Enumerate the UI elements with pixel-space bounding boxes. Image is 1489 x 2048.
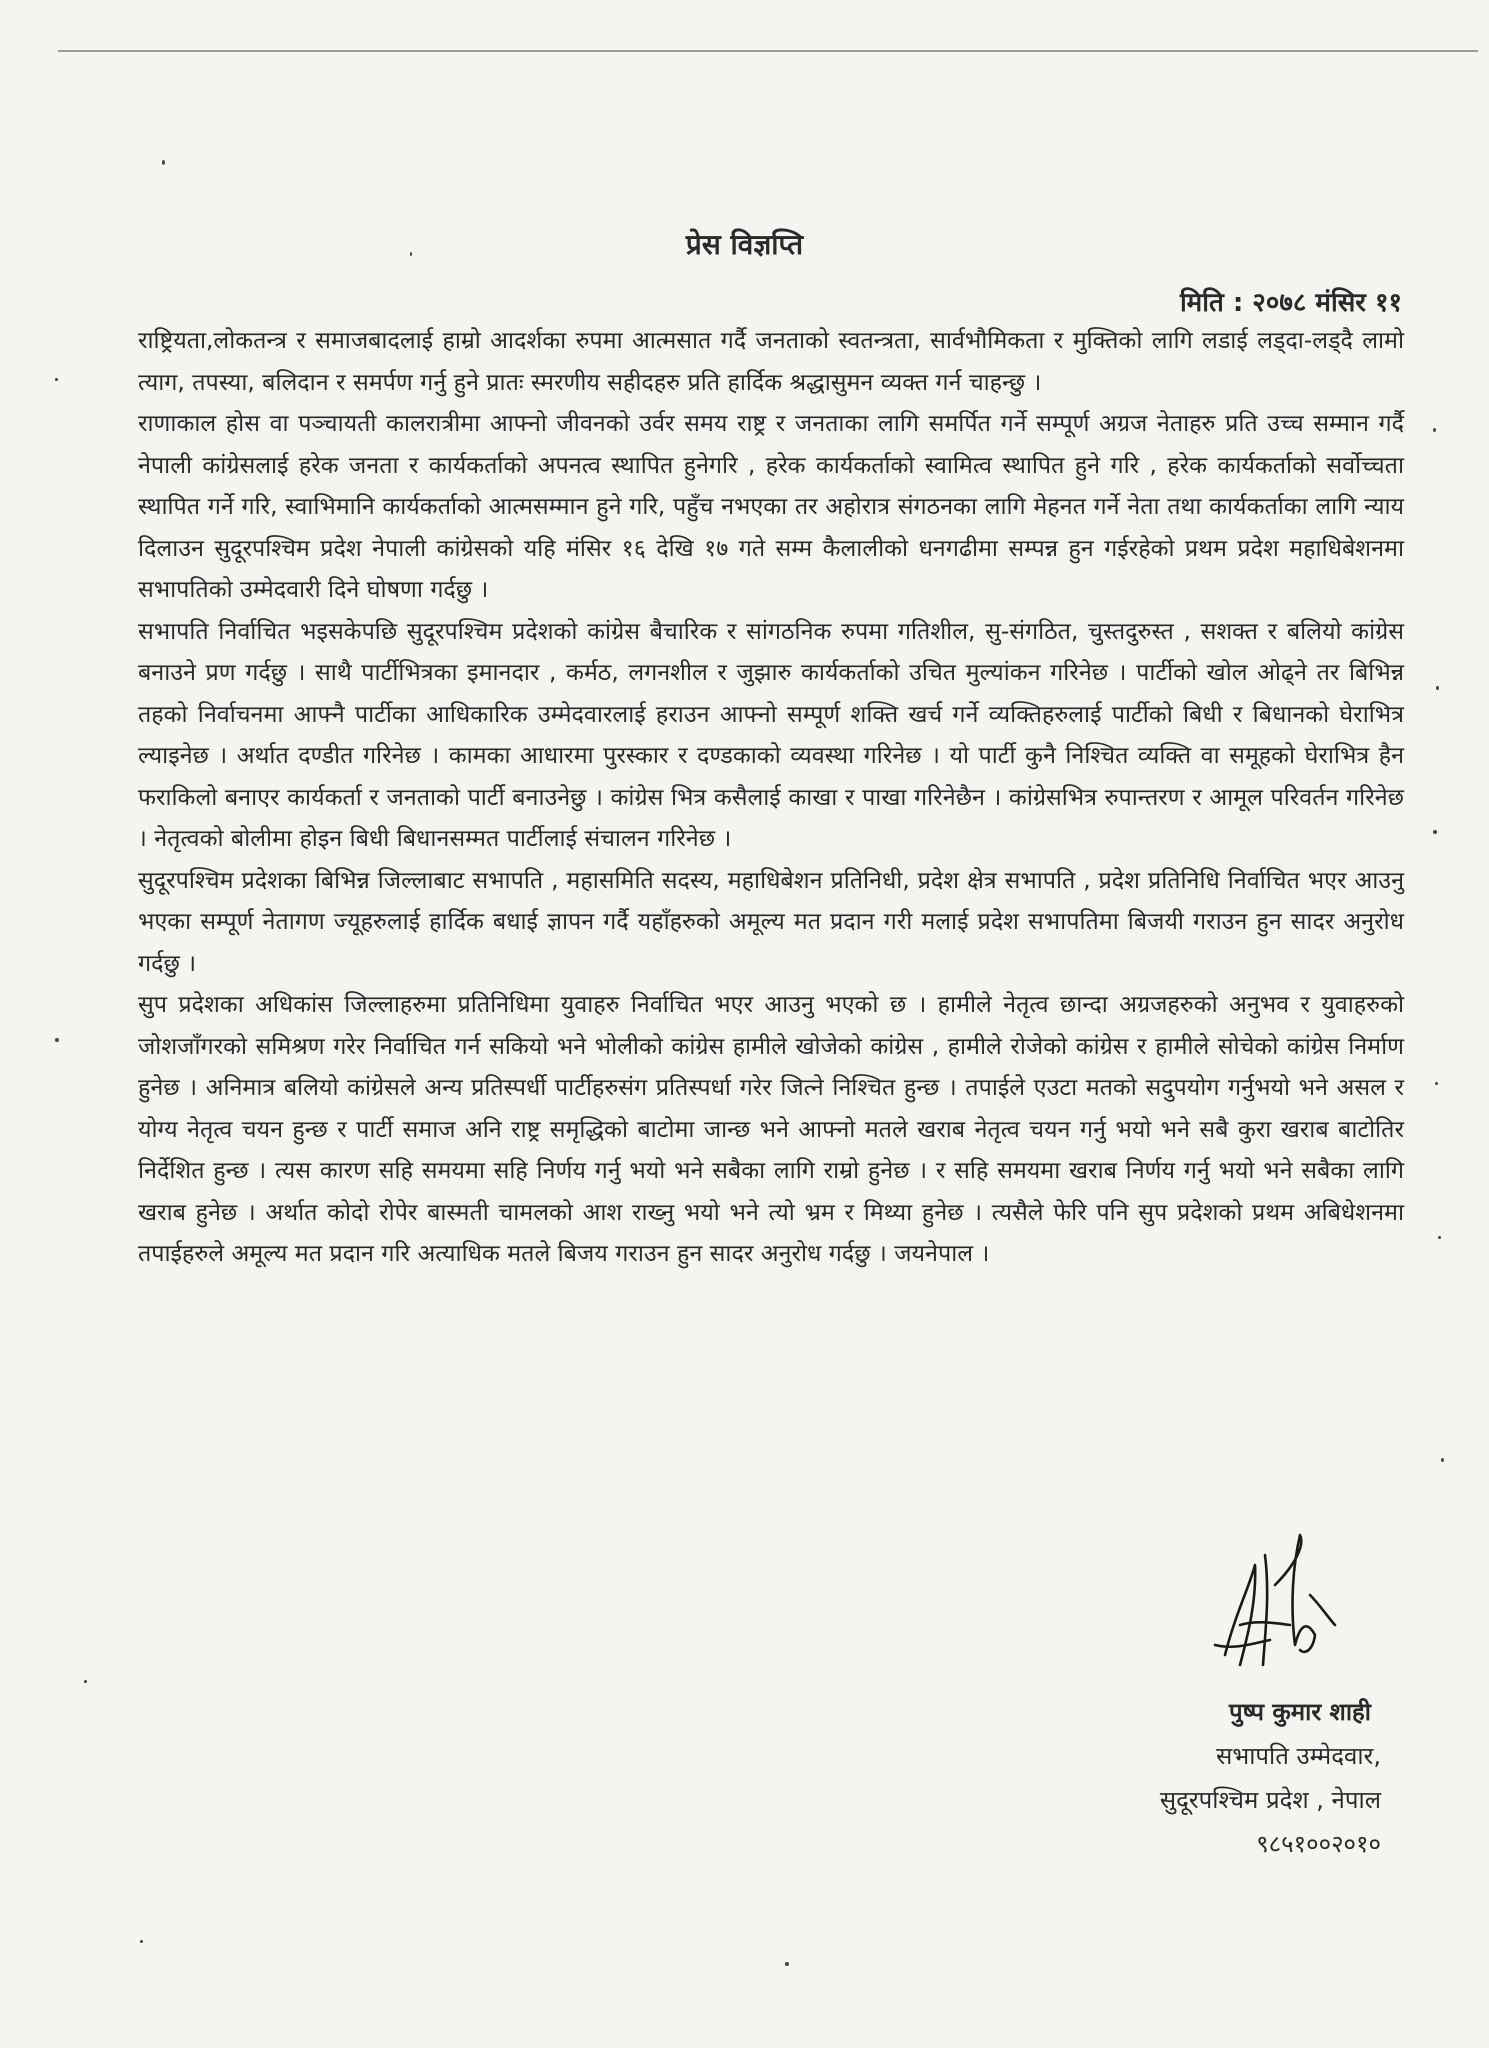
- signatory-phone: ९८५१००२०१०: [1256, 1830, 1381, 1858]
- scan-speck: [1433, 830, 1437, 834]
- scan-speck: [1436, 686, 1439, 690]
- scan-speck: [162, 160, 165, 165]
- scan-speck: [84, 1680, 87, 1683]
- paragraph-1: राष्ट्रियता,लोकतन्त्र र समाजबादलाई हाम्रो आदर्शका रुपमा आत्मसात गर्दै जनताको स्वतन्त्रता, सार्वभौमिकता र मुक्तिको लागि लडाई लड्दा-लड्दै लामो त्याग, तपस्या, बलिदान र समर्पण गर्नु हुने प्रातः स्मरणीय सहीदहरु प्रति हार्दिक श्रद्धासुमन व्यक्त गर्न चाहन्छु ।: [138, 327, 1404, 396]
- scan-speck: [1441, 1458, 1444, 1462]
- signatory-name: पुष्प कुमार शाही: [1228, 1698, 1371, 1726]
- page-top-rule: [58, 50, 1478, 52]
- signature-block: [1160, 1690, 1381, 1866]
- scan-speck: [55, 378, 58, 381]
- paragraph-5: सुप प्रदेशका अधिकांस जिल्लाहरुमा प्रतिनिधिमा युवाहरु निर्वाचित भएर आउनु भएको छ । हामीले नेतृत्व छान्दा अग्रजहरुको अनुभव र युवाहरुको जोशजाँगरको समिश्रण गरेर निर्वाचित गर्न सकियो भने भोलीको कांग्रेस हामीले खोजेको कांग्रेस , हामीले रोजेको कांग्रेस र हामीले सोचेको कांग्रेस निर्माण हुनेछ । अनिमात्र बलियो कांग्रेसले अन्य प्रतिस्पर्धी पार्टीहरुसंग प्रतिस्पर्धा गरेर जित्ने निश्चित हुन्छ । तपाईले एउटा मतको सदुपयोग गर्नुभयो भने असल र योग्य नेतृत्व चयन हुन्छ र पार्टी समाज अनि राष्ट्र समृद्धिको बाटोमा जान्छ भने आफ्नो मतले खराब नेतृत्व चयन गर्नु भयो भने सबै कुरा खराब बाटोतिर निर्देशित हुन्छ । त्यस कारण सहि समयमा सहि निर्णय गर्नु भयो भने सबैका लागि राम्रो हुनेछ । र सहि समयमा खराब निर्णय गर्नु भयो भने सबैका लागि खराब हुनेछ । अर्थात कोदो रोपेर बास्मती चामलको आश राख्नु भयो भने त्यो भ्रम र मिथ्या हुनेछ । त्यसैले फेरि पनि सुप प्रदेशको प्रथम अबिधेशनमा तपाईहरुले अमूल्य मत प्रदान गरि अत्याधिक मतले बिजय गराउन हुन सादर अनुरोध गर्दछु । जयनेपाल ।: [138, 991, 1404, 1267]
- scan-speck: [1433, 428, 1436, 432]
- scan-speck: [55, 1038, 59, 1042]
- document-title: प्रेस विज्ञप्ति: [685, 228, 804, 261]
- scan-speck: [1435, 1082, 1438, 1085]
- document-date: मिति : २०७८ मंसिर ११: [1179, 288, 1402, 318]
- document-body: [138, 320, 1404, 1275]
- paragraph-2: राणाकाल होस वा पञ्चायती कालरात्रीमा आफ्नो जीवनको उर्वर समय राष्ट्र र जनताका लागि समर्पित गर्ने सम्पूर्ण अग्रज नेताहरु प्रति उच्च सम्मान गर्दै नेपाली कांग्रेसलाई हरेक जनता र कार्यकर्ताको अपनत्व स्थापित हुनेगरि , हरेक कार्यकर्ताको स्वामित्व स्थापित हुने गरि , हरेक कार्यकर्ताको सर्वोच्चता स्थापित गर्ने गरि, स्वाभिमानि कार्यकर्ताको आत्मसम्मान हुने गरि, पहुँच नभएका तर अहोरात्र संगठनका लागि मेहनत गर्ने नेता तथा कार्यकर्ताका लागि न्याय दिलाउन सुदूरपश्चिम प्रदेश नेपाली कांग्रेसको यहि मंसिर १६ देखि १७ गते सम्म कैलालीको धनगढीमा सम्पन्न हुन गईरहेको प्रथम प्रदेश महाधिबेशनमा सभापतिको उम्मेदवारी दिने घोषणा गर्दछु ।: [138, 410, 1404, 603]
- scan-speck: [140, 1940, 143, 1943]
- scan-speck: [410, 252, 412, 256]
- scan-speck: [1438, 1236, 1441, 1239]
- scan-speck: [785, 1962, 789, 1966]
- handwritten-signature: [1195, 1525, 1345, 1685]
- paragraph-4: सुदूरपश्चिम प्रदेशका बिभिन्न जिल्लाबाट सभापति , महासमिति सदस्य, महाधिबेशन प्रतिनिधी, प्रदेश क्षेत्र सभापति , प्रदेश प्रतिनिधि निर्वाचित भएर आउनु भएका सम्पूर्ण नेतागण ज्यूहरुलाई हार्दिक बधाई ज्ञापन गर्दै यहाँहरुको अमूल्य मत प्रदान गरी मलाई प्रदेश सभापतिमा बिजयी गराउन हुन सादर अनुरोध गर्दछु ।: [138, 866, 1404, 977]
- paragraph-3: सभापति निर्वाचित भइसकेपछि सुदूरपश्चिम प्रदेशको कांग्रेस बैचारिक र सांगठनिक रुपमा गतिशील, सु-संगठित, चुस्तदुरुस्त , सशक्त र बलियो कांग्रेस बनाउने प्रण गर्दछु । साथै पार्टीभित्रका इमानदार , कर्मठ, लगनशील र जुझारु कार्यकर्ताको उचित मुल्यांकन गरिनेछ । पार्टीको खोल ओढ्ने तर बिभिन्न तहको निर्वाचनमा आफ्नै पार्टीका आधिकारिक उम्मेदवारलाई हराउन आफ्नो सम्पूर्ण शक्ति खर्च गर्ने व्यक्तिहरुलाई पार्टीको बिधी र बिधानको घेराभित्र ल्याइनेछ । अर्थात दण्डीत गरिनेछ । कामका आधारमा पुरस्कार र दण्डकाको व्यवस्था गरिनेछ । यो पार्टी कुनै निश्चित व्यक्ति वा समूहको घेराभित्र हैन फराकिलो बनाएर कार्यकर्ता र जनताको पार्टी बनाउनेछु । कांग्रेस भित्र कसैलाई काखा र पाखा गरिनेछैन । कांग्रेसभित्र रुपान्तरण र आमूल परिवर्तन गरिनेछ । नेतृत्वको बोलीमा होइन बिधी बिधानसम्मत पार्टीलाई संचालन गरिनेछ ।: [138, 617, 1404, 852]
- signatory-region: सुदूरपश्चिम प्रदेश , नेपाल: [1159, 1786, 1381, 1814]
- signatory-position: सभापति उम्मेदवार,: [1216, 1742, 1381, 1770]
